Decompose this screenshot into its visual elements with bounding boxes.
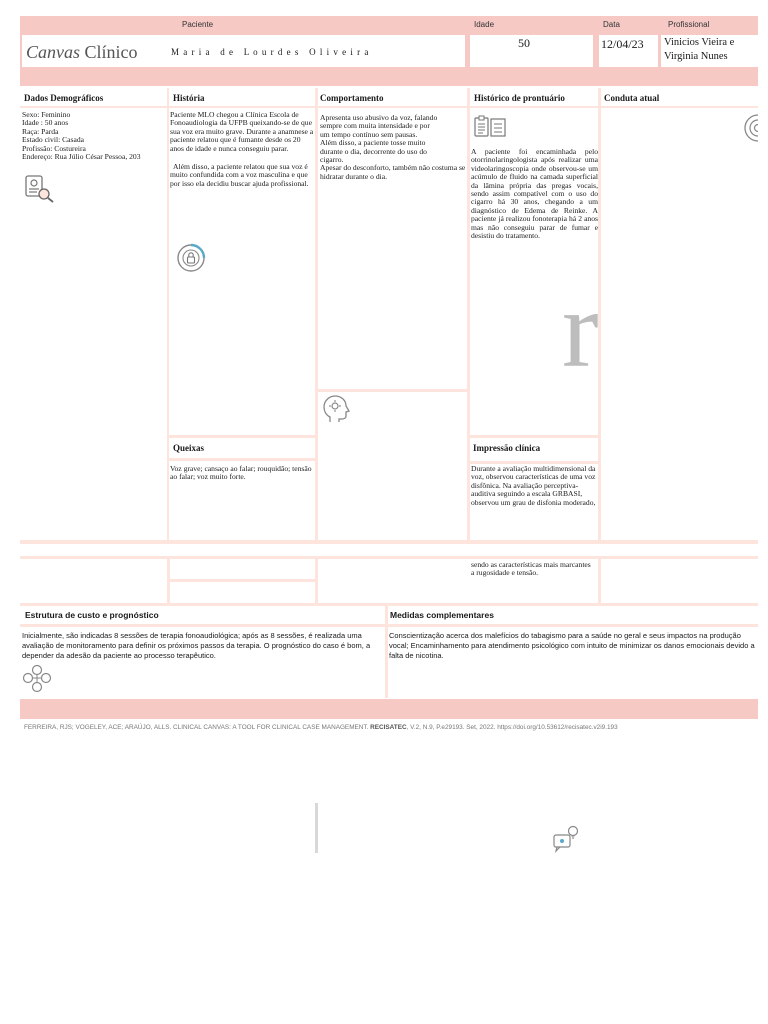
historia-p1: Paciente MLO chegou a Clínica Escola de Fonoaudiologia da UFPB queixando-se de que sua voz era muito grave. Durante a anamnese a paciente relatou que é fumante desde os 20 anos de idade e nunca conseguiu parar. <box>170 110 314 153</box>
col-line-3 <box>467 88 470 541</box>
divider-fragment <box>315 803 318 853</box>
idade-label: Idade <box>474 20 495 29</box>
citation-journal: RECISATEC <box>370 724 407 731</box>
row-line-under-headers <box>20 106 758 108</box>
comportamento-p3: Apesar do desconforto, também não costuma se hidratar durante o dia. <box>320 163 466 181</box>
dados-line: Idade : 50 anos <box>22 118 69 128</box>
profissional-label: Profissional <box>668 20 710 29</box>
citation-prefix: FERREIRA, RJS; VOGELEY, ACE; ARAÚJO, ALLS. CLINICAL CANVAS: A TOOL FOR CLINICAL CASE MANAGEMENT. <box>24 724 371 731</box>
historico-title: Histórico de prontuário <box>474 93 565 103</box>
historico-content: A paciente foi encaminhada pelo otorrinolaringologista após realizar uma videolaringoscopia onde observou-se um acúmulo de fluido na camada superficial da lâmina própria das pregas vocais, sendo assim compatível com o uso do cigarro há 30 anos, chegando a um diagnóstico de Edema de Reinke. A paciente já realizou fonoterapia há 2 anos mas não conseguiu parar de fumar e desistiu do tratamento. <box>471 147 598 241</box>
lower-row-bottom <box>20 603 758 606</box>
lock-circle-icon <box>176 243 206 273</box>
impressao-p1: Durante a avaliação multidimensional da voz, observou características de uma voz disfônica. Na avaliação perceptiva-auditiva seguindo a escala GRBASI, observou um grau de disfonia moderado, <box>471 464 596 507</box>
coins-cluster-icon <box>22 664 54 694</box>
citation-suffix: , V.2, N.9, P.e29193. Set, 2022. https://doi.org/10.53612/recisatec.v2i9.193 <box>406 724 618 731</box>
idade-value: 50 <box>518 36 530 50</box>
estrutura-content: Inicialmente, são indicadas 8 sessões de terapia fonoaudiológica; após as 8 sessões, é realizada uma avaliação de monitoramento para definir os próximos passos da terapia. O prognóstico do caso é bom, a depender da adesão da paciente ao processo terapêutico. <box>22 631 371 660</box>
impressao-title: Impressão clínica <box>473 443 541 453</box>
comportamento-p1: Apresenta uso abusivo da voz, falando sempre com muita intensidade e por um tempo contínuo sem pausas. <box>320 113 438 139</box>
estrutura-col-line <box>385 604 388 698</box>
historico-big-letter: r <box>562 268 599 390</box>
data-label: Data <box>603 20 620 29</box>
lower-row-col-3 <box>598 556 601 604</box>
row-line-impressao <box>470 435 598 438</box>
bottom-band <box>20 699 758 719</box>
chat-lightbulb-icon <box>551 824 581 854</box>
conduta-title: Conduta atual <box>604 93 660 103</box>
profissional-line2: Virginia Nunes <box>664 51 728 62</box>
head-gear-icon <box>322 394 350 424</box>
row-line-comportamento <box>318 389 467 392</box>
dados-line: Raça: Parda <box>22 126 59 136</box>
paciente-label: Paciente <box>182 20 214 29</box>
data-value: 12/04/23 <box>601 37 644 51</box>
estrutura-title: Estrutura de custo e prognóstico <box>25 610 159 620</box>
comportamento-p2: Além disso, a paciente tosse muito durante o dia, decorrente do uso do cigarro. <box>320 138 427 165</box>
profissional-line1: Vinicios Vieira e <box>664 37 735 48</box>
target-icon <box>740 114 758 142</box>
dados-line: Estado civil: Casada <box>22 135 84 145</box>
queixas-content: Voz grave; cansaço ao falar; rouquidão; tensão ao falar; voz muito forte. <box>170 464 312 482</box>
footer-citation <box>24 724 618 731</box>
historia-content <box>170 111 316 188</box>
lower-row-col-2 <box>315 556 318 604</box>
queixas-title: Queixas <box>173 443 205 453</box>
dados-content <box>22 111 168 161</box>
comportamento-title: Comportamento <box>320 93 384 103</box>
historia-title: História <box>173 93 205 103</box>
paciente-name: M a r i a d e L o u r d e s O l i v e i r a <box>171 47 370 57</box>
brand-logo <box>26 42 138 63</box>
estrutura-header-line <box>20 624 758 627</box>
medidas-content: Conscientização acerca dos malefícios do tabagismo para a saúde no geral e seus impactos na produção vocal; Encaminhamento para atendimento psicológico com intuito de minimizar os danos emocionais devido a falta de nicotina. <box>389 631 755 660</box>
dados-line: Sexo: Feminino <box>22 110 71 119</box>
row-line-historico <box>470 106 598 108</box>
lower-row-inner <box>170 579 315 582</box>
historia-p2: Além disso, a paciente relatou que sua voz é muito confundida com a voz masculina e que por isso ela decidiu buscar ajuda profissional. <box>170 162 309 188</box>
document-list-icon <box>473 115 509 139</box>
brand-italic: Canvas <box>26 42 80 62</box>
row-line-bottom-1 <box>20 540 758 544</box>
id-card-search-icon <box>24 174 56 204</box>
dados-line: Endereço: Rua Júlio César Pessoa, 203 <box>22 152 141 162</box>
row-line-queixas <box>169 435 315 438</box>
dados-line: Profissão: Costureira <box>22 143 86 153</box>
brand-regular: Clínico <box>84 42 138 62</box>
medidas-title: Medidas complementares <box>390 610 494 620</box>
dados-title: Dados Demográficos <box>24 93 104 103</box>
lower-row-top-line <box>20 556 758 559</box>
impressao-p2: sendo as características mais marcantes a rugosidade e tensão. <box>471 560 591 578</box>
comportamento-content <box>320 114 466 181</box>
row-line-queixas-b <box>169 458 315 461</box>
